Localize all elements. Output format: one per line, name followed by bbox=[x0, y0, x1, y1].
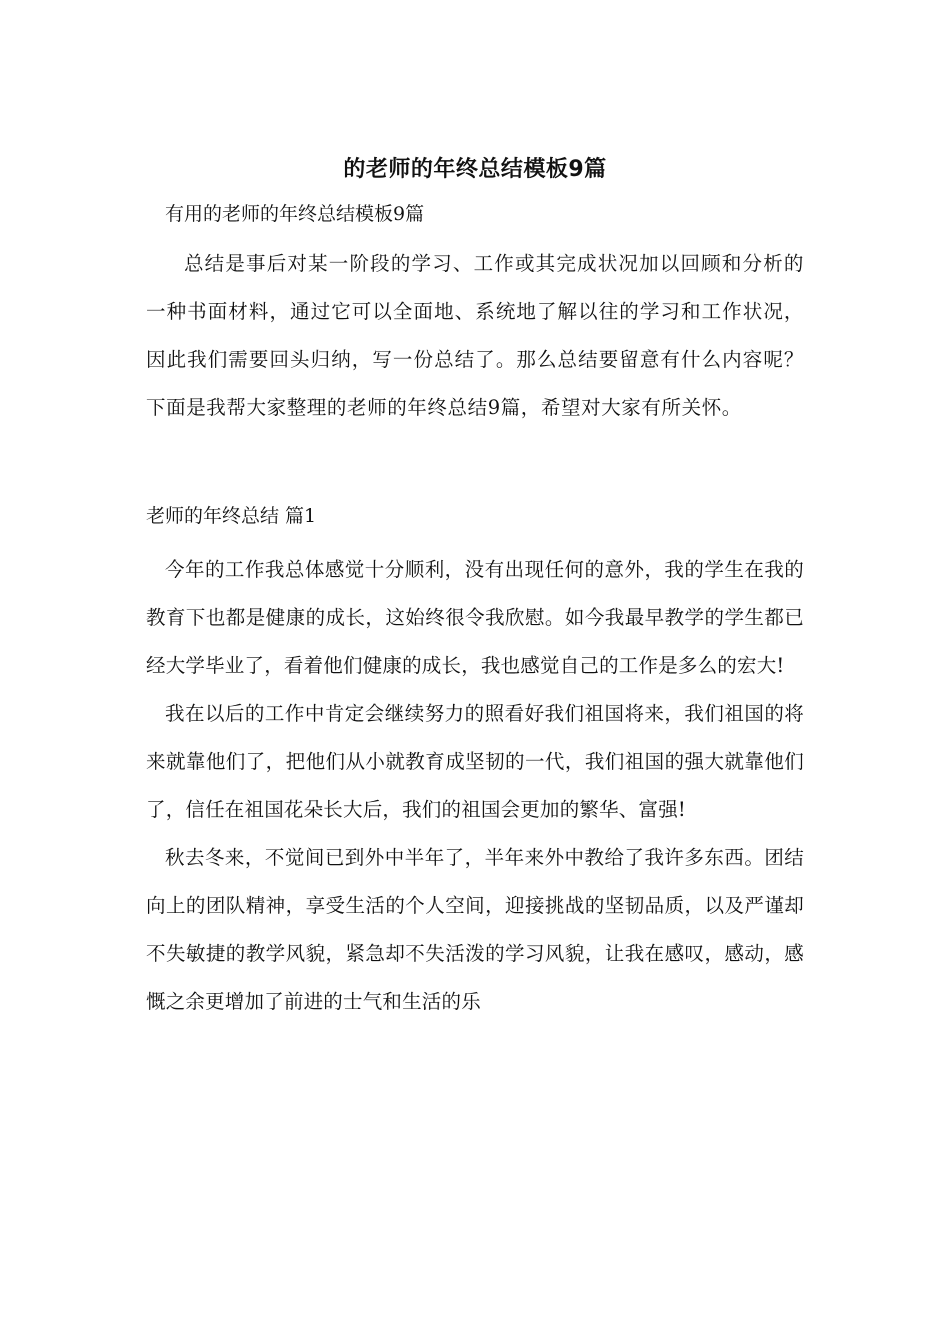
section-heading: 老师的年终总结 篇1 bbox=[146, 505, 317, 527]
document-content bbox=[146, 150, 804, 1026]
body-paragraph: 我在以后的工作中肯定会继续努力的照看好我们祖国将来，我们祖国的将来就靠他们了，把他们从小就教育成坚韧的一代，我们祖国的强大就靠他们了，信任在祖国花朵长大后，我们的祖国会更加的繁华、富强! bbox=[146, 702, 804, 821]
body-paragraph: 秋去冬来，不觉间已到外中半年了，半年来外中教给了我许多东西。团结向上的团队精神，享受生活的个人空间，迎接挑战的坚韧品质，以及严谨却不失敏捷的教学风貌，紧急却不失活泼的学习风貌，让我在感叹，感动，感慨之余更增加了前进的士气和生活的乐 bbox=[146, 846, 804, 1013]
document-subtitle: 有用的老师的年终总结模板9篇 bbox=[165, 203, 425, 225]
document-title: 的老师的年终总结模板9篇 bbox=[343, 157, 607, 182]
body-paragraph: 今年的工作我总体感觉十分顺利，没有出现任何的意外，我的学生在我的教育下也都是健康的成长，这始终很令我欣慰。如今我最早教学的学生都已经大学毕业了，看着他们健康的成长，我也感觉自己的工作是多么的宏大! bbox=[146, 558, 804, 677]
intro-paragraph: 总结是事后对某一阶段的学习、工作或其完成状况加以回顾和分析的一种书面材料，通过它可以全面地、系统地了解以往的学习和工作状况，因此我们需要回头归纳，写一份总结了。那么总结要留意有什么内容呢？下面是我帮大家整理的老师的年终总结9篇，希望对大家有所关怀。 bbox=[146, 252, 804, 419]
